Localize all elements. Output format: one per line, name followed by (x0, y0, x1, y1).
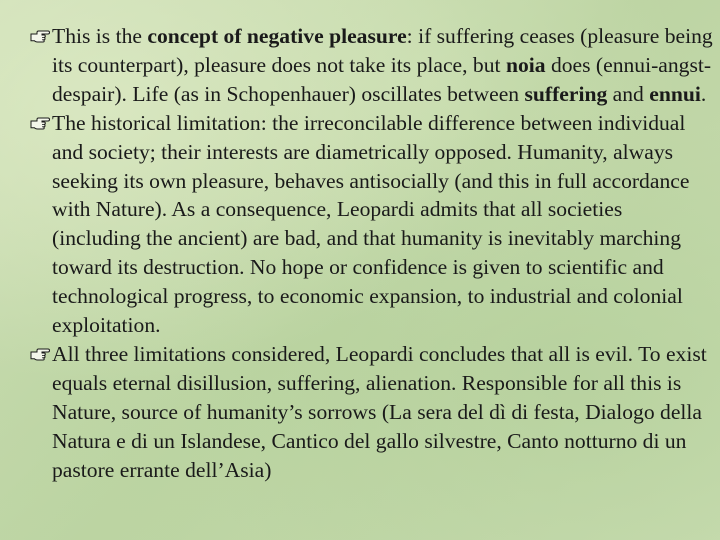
bullet-item (0, 340, 720, 485)
bullet-text-3: All three limitations considered, Leopardi concludes that all is evil. To exist equals eternal disillusion, suffering, alienation. Responsible for all this is Nature, source of humanity’s sorrows (La sera del dì di festa, Dialogo della Natura e di un Islandese, Cantico del gallo silvestre, Canto notturno di un pastore errante dell’Asia) (52, 341, 707, 482)
bullet-item (0, 109, 720, 340)
slide-content (0, 22, 720, 485)
bullet-text-1: This is the concept of negative pleasure: if suffering ceases (pleasure being its counterpart), pleasure does not take its place, but noia does (ennui-angst-despair). Life (as in Schopenhauer) oscillates between suffering and ennui. (52, 24, 713, 106)
bullet-text-2: The historical limitation: the irreconcilable difference between individual and society; their interests are diametrically opposed. Humanity, always seeking its own pleasure, behaves antisocially (and this in full accordance with Nature). As a consequence, Leopardi admits that all societies (including the ancient) are bad, and that humanity is inevitably marching toward its destruction. No hope or confidence is given to scientific and technological progress, to economic expansion, to industrial and colonial exploitation. (52, 110, 690, 338)
hand-pointing-right-icon (30, 115, 50, 131)
hand-pointing-right-icon (30, 28, 50, 44)
bullet-item (0, 22, 720, 109)
hand-pointing-right-icon (30, 346, 50, 362)
